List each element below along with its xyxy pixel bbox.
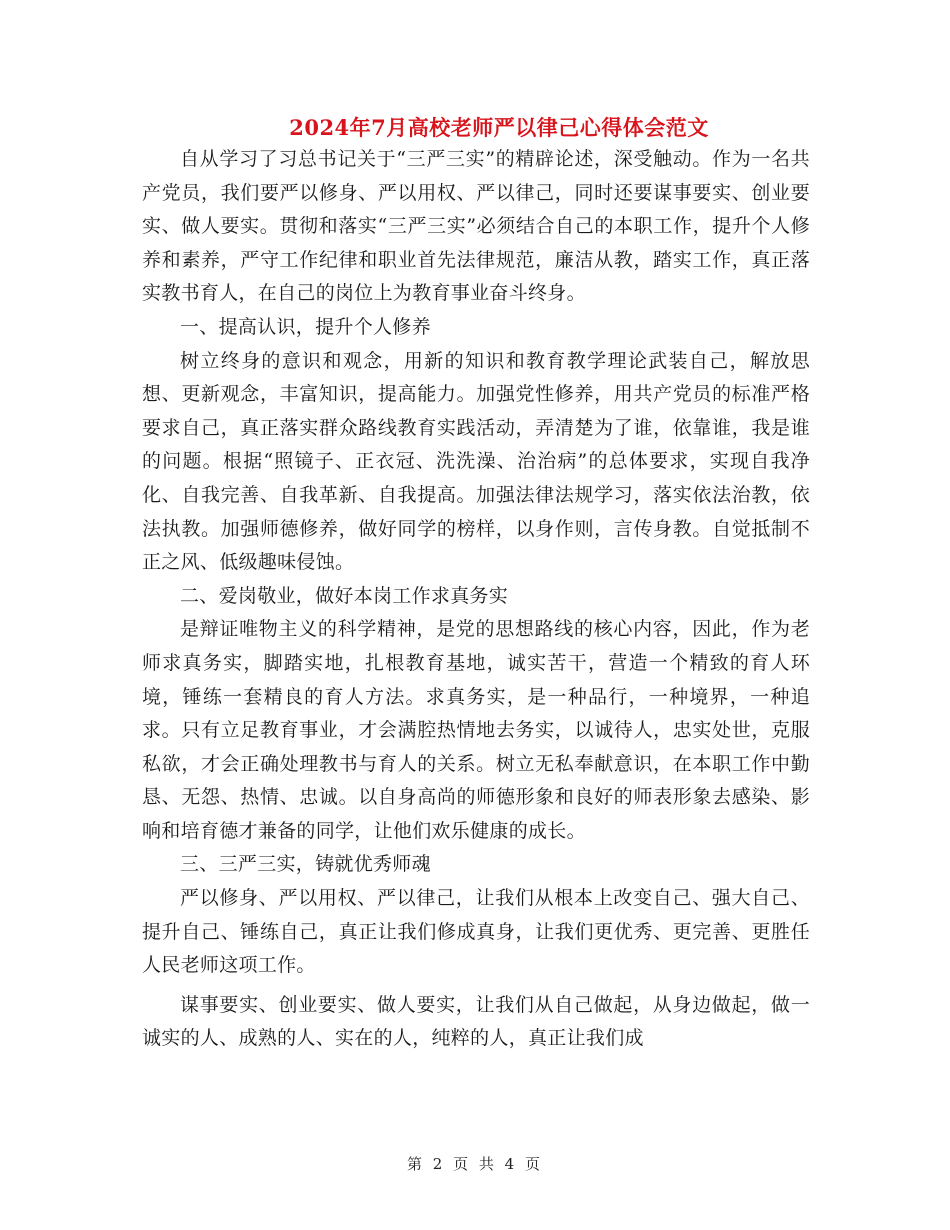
paragraph-intro: 自从学习了习总书记关于“三严三实”的精辟论述，深受触动。作为一名共产党员，我们要严以修身、严以用权、严以律己，同时还要谋事要实、创业要实、做人要实。贯彻和落实“三严三实”必须结合自己的本职工作，提升个人修养和素养，严守工作纪律和职业首先法律规范，廉洁从教，踏实工作，真正落实教书育人，在自己的岗位上为教育事业奋斗终身。 xyxy=(142,148,810,305)
section-heading-3: 三、三严三实，铸就优秀师魂 xyxy=(180,853,431,876)
paragraph-section-1: 树立终身的意识和观念，用新的知识和教育教学理论武装自己，解放思想、更新观念，丰富知识，提高能力。加强党性修养，用共产党员的标准严格要求自己，真正落实群众路线教育实践活动，弄清楚为了谁，依靠谁，我是谁的问题。根据“照镜子、正衣冠、洗洗澡、治治病”的总体要求，实现自我净化、自我完善、自我革新、自我提高。加强法律法规学习，落实依法治教，依法执教。加强师德修养，做好同学的榜样，以身作则，言传身教。自觉抵制不正之风、低级趣味侵蚀。 xyxy=(142,349,810,574)
page-number-footer: 第 2 页 共 4 页 xyxy=(407,1155,543,1173)
section-heading-2: 二、爱岗敬业，做好本岗工作求真务实 xyxy=(180,584,509,607)
paragraph-section-2: 是辩证唯物主义的科学精神，是党的思想路线的核心内容，因此，作为老师求真务实，脚踏实地，扎根教育基地，诚实苦干，营造一个精致的育人环境，锤练一套精良的育人方法。求真务实，是一种品行，一种境界，一种追求。只有立足教育事业，才会满腔热情地去务实，以诚待人，忠实处世，克服私欲，才会正确处理教书与育人的关系。树立无私奉献意识，在本职工作中勤恳、无怨、热情、忠诚。以自身高尚的师德形象和良好的师表形象去感染、影响和培育德才兼备的同学，让他们欢乐健康的成长。 xyxy=(142,618,810,842)
document-body xyxy=(142,143,810,1056)
document-title: 2024年7月高校老师严以律己心得体会范文 xyxy=(289,115,709,140)
section-heading-1: 一、提高认识，提升个人修养 xyxy=(180,315,431,338)
paragraph-section-3-continued: 谋事要实、创业要实、做人要实，让我们从自己做起，从身边做起，做一诚实的人、成熟的人、实在的人，纯粹的人，真正让我们成 xyxy=(142,993,810,1050)
paragraph-section-3: 严以修身、严以用权、严以律己，让我们从根本上改变自己、强大自己、提升自己、锤练自己，真正让我们修成真身，让我们更优秀、更完善、更胜任人民老师这项工作。 xyxy=(142,887,810,977)
